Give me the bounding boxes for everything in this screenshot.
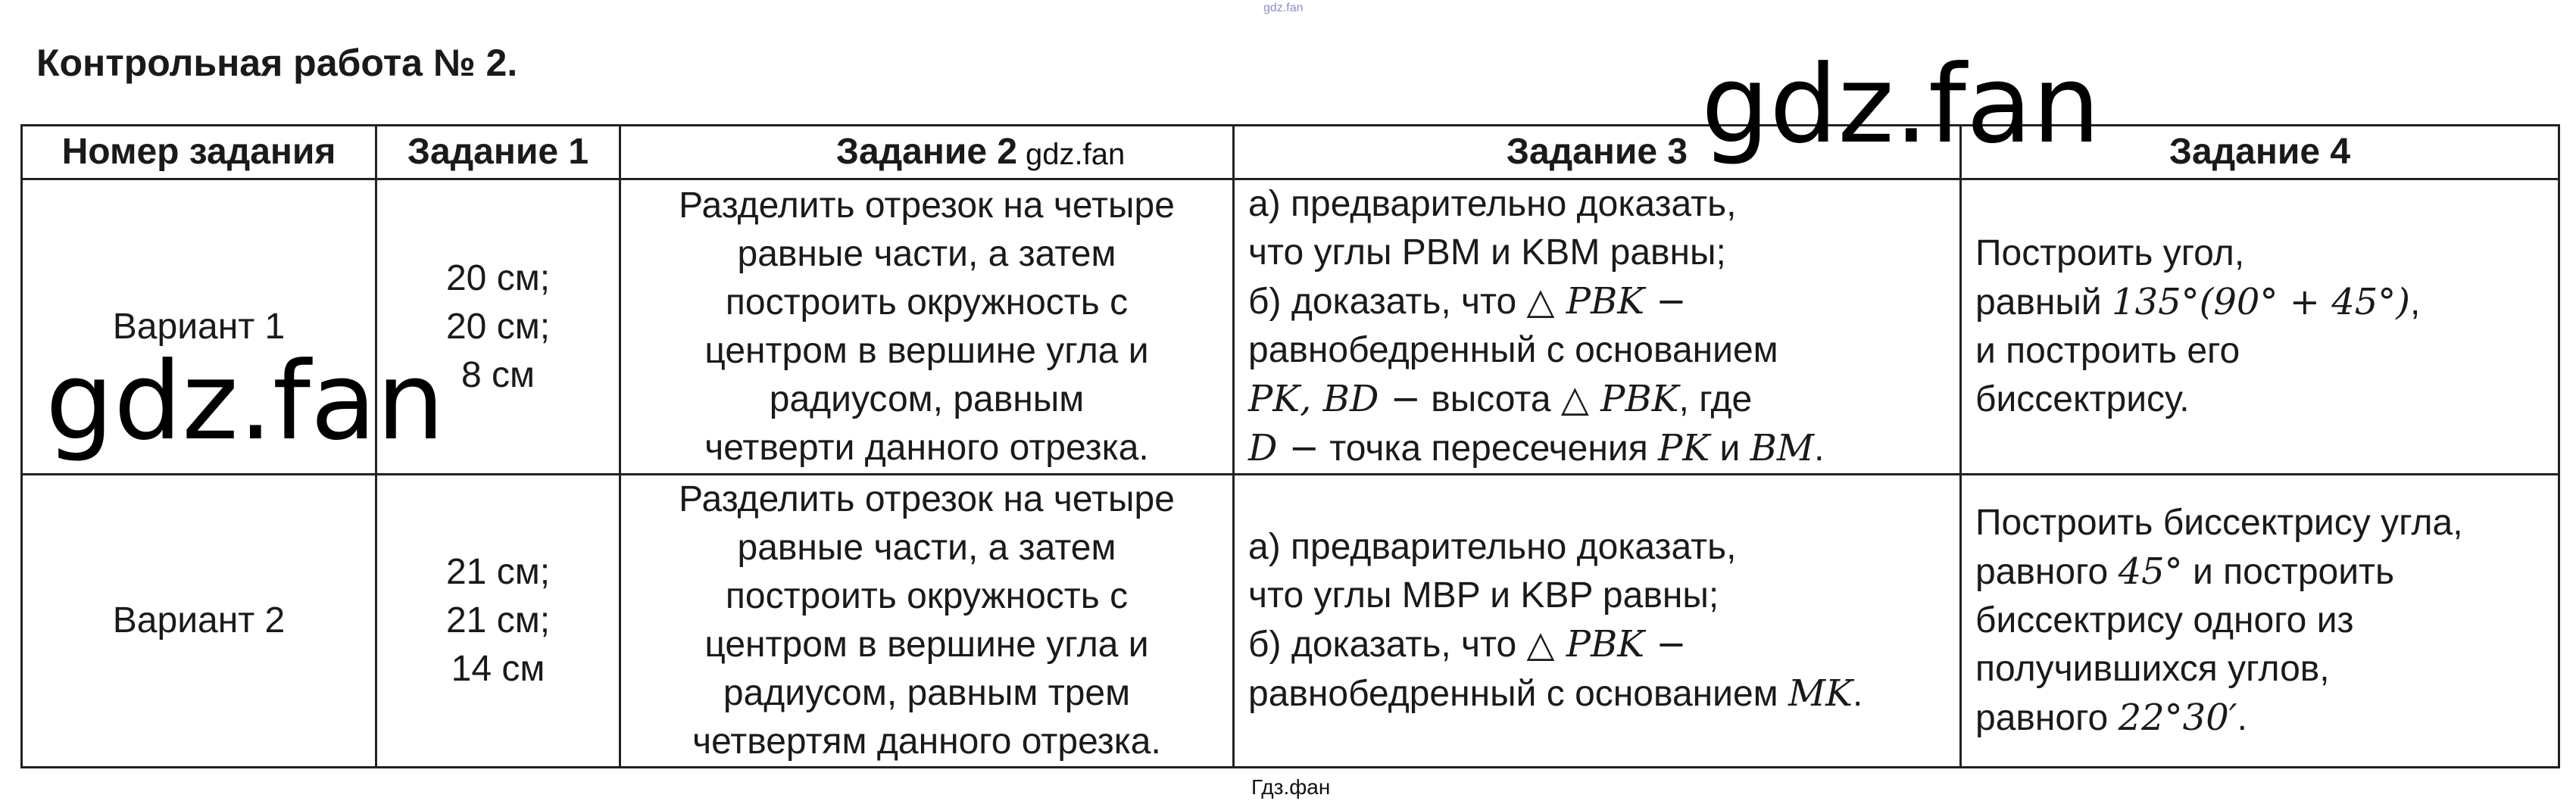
watermark-large-right: gdz.fan	[1701, 42, 2100, 167]
watermark-top: gdz.fan	[1263, 2, 1304, 14]
task1-cell: 21 см; 21 см; 14 см	[376, 475, 620, 768]
math-expression: 135°(90° + 45°)	[2112, 281, 2411, 323]
variant-cell: Вариант 1	[22, 179, 376, 475]
math-expression: △ PBK −	[1526, 280, 1687, 323]
text-line: равный 135°(90° + 45°),	[1975, 281, 2421, 323]
text-line: что углы PBM и KBM равны;	[1248, 232, 1726, 273]
math-expression: △ PBK	[1560, 378, 1679, 420]
task1-cell: 20 см; 20 см; 8 см	[376, 179, 620, 475]
math-expression: MK	[1788, 672, 1853, 715]
task4-cell	[1961, 179, 2559, 475]
text-line: биссектрису одного из	[1975, 600, 2354, 640]
math-expression: PK	[1658, 427, 1710, 469]
text-line: получившихся углов,	[1975, 649, 2330, 689]
text-line: а) предварительно доказать,	[1248, 184, 1737, 224]
header-cell: Задание 4	[1961, 126, 2559, 179]
watermark-bottom: Гдз.фан	[1251, 775, 1331, 799]
table-row	[22, 475, 2559, 768]
text-line: биссектрису.	[1975, 379, 2190, 419]
task3-cell	[1234, 475, 1961, 768]
text-line: равнобедренный с основанием	[1248, 330, 1778, 370]
math-expression: 45°	[2118, 550, 2183, 593]
task2-cell: Разделить отрезок на четыре равные части, а затем построить окружность с центром в вершине угла и радиусом, равным трем четвертям данного отрезка.	[620, 475, 1234, 768]
text-line: что углы MBP и KBP равны;	[1248, 575, 1719, 616]
text-line: и построить его	[1975, 331, 2240, 371]
watermark-large-left: gdz.fan	[45, 339, 445, 464]
header-cell: Задание 2	[620, 126, 1234, 179]
text-line: равнобедренный с основанием MK.	[1248, 672, 1863, 715]
header-cell: Задание 3	[1234, 126, 1961, 179]
text-line: D − точка пересечения PK и BM.	[1248, 427, 1825, 469]
text-line: PK, BD − высота △ PBK, где	[1248, 378, 1753, 420]
math-expression: PK, BD −	[1248, 378, 1421, 420]
task4-cell	[1961, 475, 2559, 768]
variant-cell: Вариант 2	[22, 475, 376, 768]
table-header-row	[22, 126, 2559, 179]
text-line: равного 22°30′.	[1975, 697, 2247, 739]
page-title: Контрольная работа № 2.	[36, 42, 518, 84]
task2-cell: Разделить отрезок на четыре равные части, а затем построить окружность с центром в вершине угла и радиусом, равным четверти данного отрезка.	[620, 179, 1234, 475]
math-expression: 22°30′	[2118, 697, 2237, 739]
text-line: Построить биссектрису угла,	[1975, 503, 2463, 543]
header-cell: Номер задания	[22, 126, 376, 179]
math-expression: D −	[1248, 427, 1319, 469]
task3-cell	[1234, 179, 1961, 475]
text-line: равного 45° и построить	[1975, 550, 2395, 593]
watermark-header: gdz.fan	[1026, 138, 1126, 171]
math-expression: △ PBK −	[1526, 623, 1687, 665]
text-line: б) доказать, что △ PBK −	[1248, 623, 1687, 665]
text-line: а) предварительно доказать,	[1248, 527, 1737, 567]
math-expression: BM	[1750, 427, 1815, 469]
header-cell: Задание 1	[376, 126, 620, 179]
text-line: б) доказать, что △ PBK −	[1248, 280, 1687, 323]
text-line: Построить угол,	[1975, 233, 2245, 273]
